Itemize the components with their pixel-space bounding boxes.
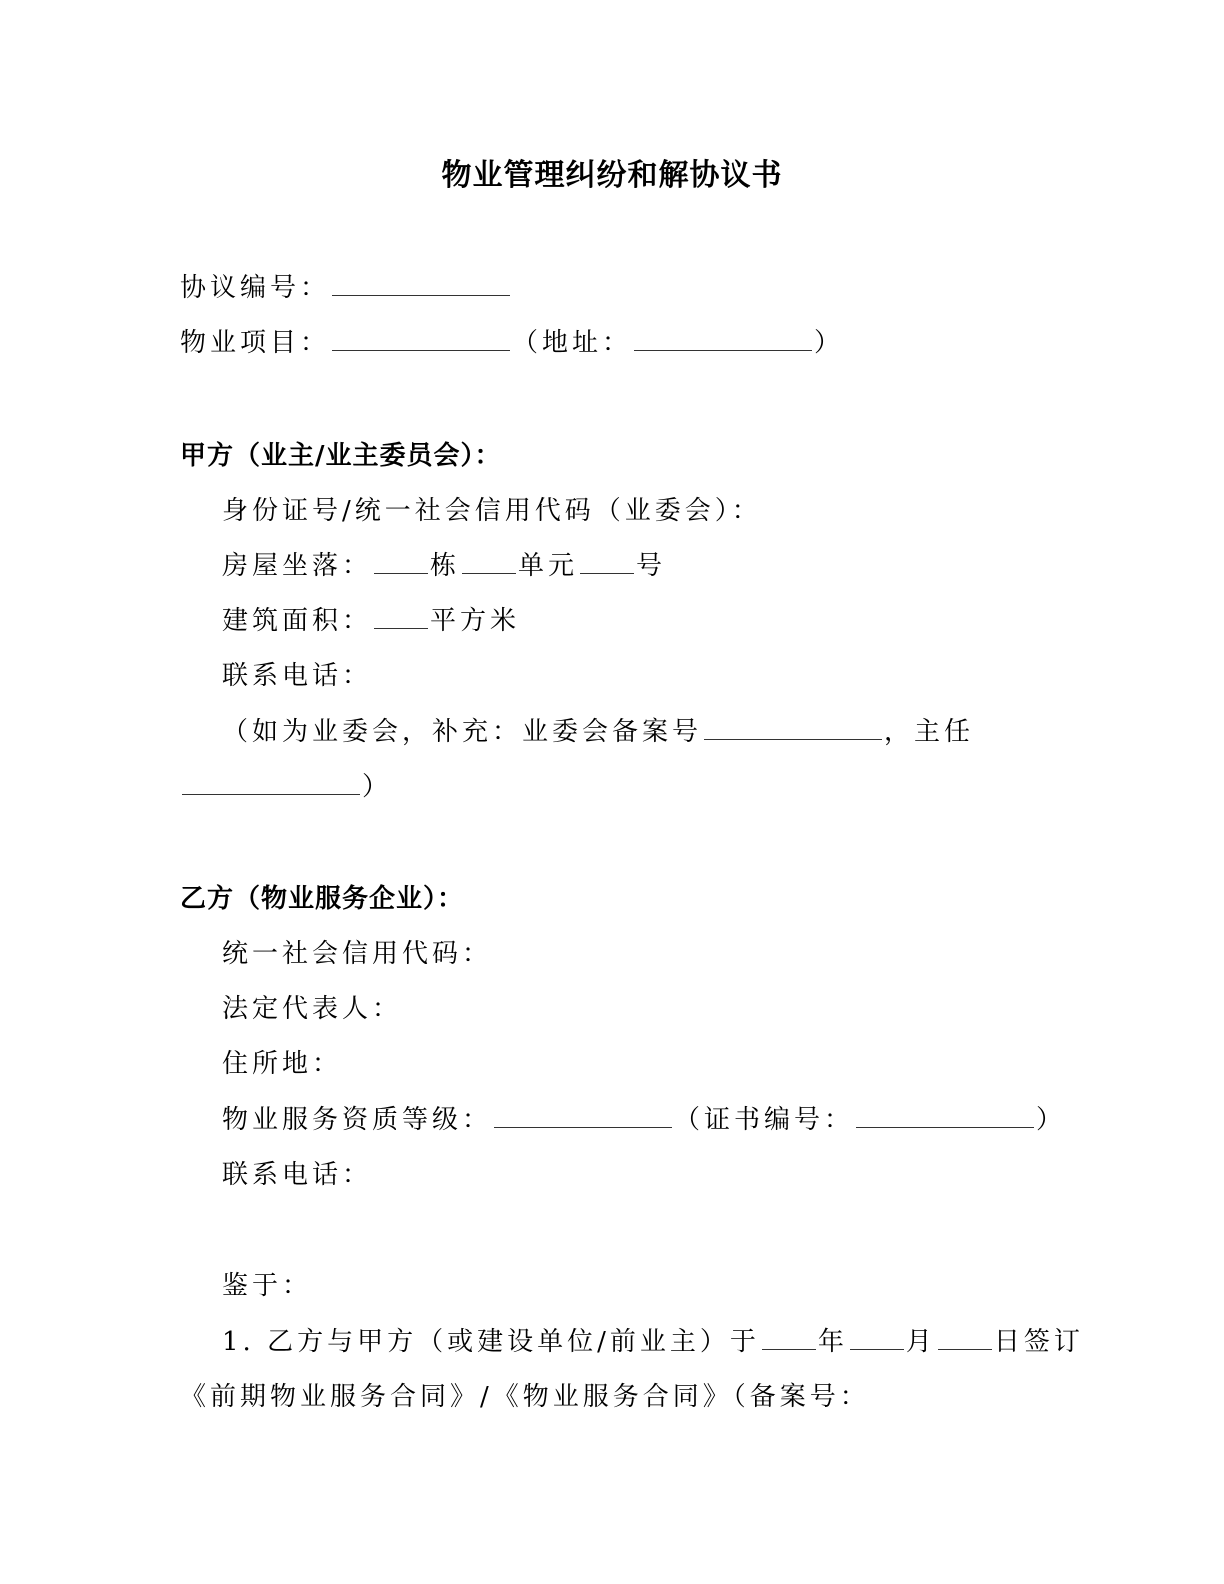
cert-open: （证书编号： xyxy=(674,1105,855,1135)
committee-note-row-2 xyxy=(180,771,392,803)
party-a-area-row xyxy=(222,605,520,637)
party-a-id-row xyxy=(222,495,762,527)
party-a-phone-row xyxy=(222,660,372,692)
unit-label: 单元 xyxy=(518,551,579,581)
sign-month-field[interactable] xyxy=(850,1327,904,1350)
sign-day-field[interactable] xyxy=(938,1327,992,1350)
party-b-address-label: 住所地： xyxy=(222,1049,343,1079)
party-b-phone-row xyxy=(222,1159,372,1191)
qualification-label: 物业服务资质等级： xyxy=(222,1105,493,1135)
document-title: 物业管理纠纷和解协议书 xyxy=(441,158,783,193)
area-field[interactable] xyxy=(374,606,428,629)
qualification-field[interactable] xyxy=(494,1105,672,1128)
cert-no-field[interactable] xyxy=(856,1105,1034,1128)
committee-note-director: ，主任 xyxy=(884,717,975,747)
party-a-phone-label: 联系电话： xyxy=(222,661,373,691)
committee-director-field[interactable] xyxy=(182,772,360,795)
area-unit: 平方米 xyxy=(430,606,521,636)
committee-note-prefix: （如为业委会，补充：业委会备案号 xyxy=(222,717,703,747)
recitals-heading: 鉴于： xyxy=(222,1271,313,1301)
recital-item-1-line-2 xyxy=(180,1381,870,1413)
project-label: 物业项目： xyxy=(180,328,331,358)
recital-1-prefix: 1. 乙方与甲方（或建设单位/前业主）于 xyxy=(222,1327,760,1357)
building-field[interactable] xyxy=(374,551,428,574)
day-label: 日签订 xyxy=(993,1327,1084,1357)
agreement-no-label: 协议编号： xyxy=(180,273,331,303)
party-b-legal-rep-label: 法定代表人： xyxy=(222,994,403,1024)
address-open: （地址： xyxy=(512,328,633,358)
cert-close: ） xyxy=(1036,1105,1067,1135)
project-row xyxy=(180,327,844,359)
unit-field[interactable] xyxy=(462,551,516,574)
house-no-field[interactable] xyxy=(580,551,634,574)
sign-year-field[interactable] xyxy=(762,1327,816,1350)
recital-1-line-2-text: 《前期物业服务合同》/《物业服务合同》（备案号： xyxy=(180,1382,870,1412)
committee-note-row xyxy=(222,716,974,748)
party-a-id-label: 身份证号/统一社会信用代码（业委会）： xyxy=(222,496,762,526)
house-label: 房屋坐落： xyxy=(222,551,373,581)
party-b-credit-label: 统一社会信用代码： xyxy=(222,939,493,969)
address-field[interactable] xyxy=(634,328,812,351)
committee-note-close: ） xyxy=(362,772,393,802)
agreement-no-row xyxy=(180,272,512,304)
month-label: 月 xyxy=(905,1327,936,1357)
address-close: ） xyxy=(814,328,845,358)
building-unit-label: 栋 xyxy=(430,551,461,581)
agreement-no-field[interactable] xyxy=(332,273,510,296)
party-b-phone-label: 联系电话： xyxy=(222,1160,373,1190)
party-b-credit-row xyxy=(222,938,492,970)
party-b-qualification-row xyxy=(222,1104,1066,1136)
area-label: 建筑面积： xyxy=(222,606,373,636)
project-field[interactable] xyxy=(332,328,510,351)
party-a-house-row xyxy=(222,550,666,582)
year-label: 年 xyxy=(817,1327,848,1357)
committee-record-no-field[interactable] xyxy=(704,717,882,740)
party-b-legal-rep-row xyxy=(222,993,402,1025)
house-no-label: 号 xyxy=(636,551,667,581)
party-b-heading: 乙方（物业服务企业）： xyxy=(180,884,465,914)
recital-item-1 xyxy=(222,1326,1084,1358)
party-b-address-row xyxy=(222,1048,342,1080)
party-a-heading: 甲方（业主/业主委员会）： xyxy=(180,441,502,471)
